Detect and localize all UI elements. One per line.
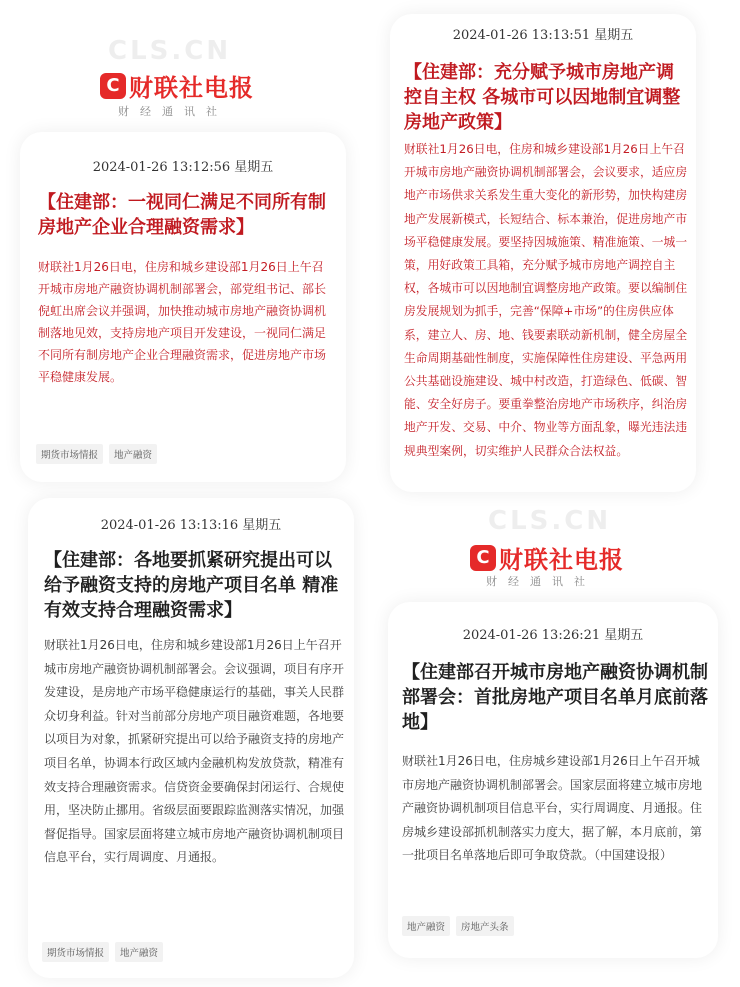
news-date: 2024-01-26 13:13:16 星期五 — [100, 518, 282, 533]
news-title: 【住建部：一视同仁满足不同所有制房地产企业合理融资需求】 — [38, 192, 326, 238]
news-card-3 — [28, 498, 354, 978]
news-body: 财联社1月26日电，住房和城乡建设部1月26日上午召开城市房地产融资协调机制部署会，部党组书记、部长倪虹出席会议并强调，加快推动城市房地产融资协调机制落地见效，支持房地产项目开发建设，一视同仁满足不同所有制房地产企业合理融资需求，促进房地产市场平稳健康发展。 — [38, 260, 327, 384]
news-date: 2024-01-26 13:12:56 星期五 — [92, 160, 274, 175]
brand-logo — [470, 540, 624, 575]
news-card-1 — [20, 132, 346, 482]
logo-mark-icon: C — [100, 73, 126, 99]
tag[interactable]: 期货市场情报 — [36, 444, 103, 464]
brand-tagline: 财经通讯社 — [118, 105, 228, 118]
brand-name: 财联社电报 — [499, 546, 624, 574]
tag-list — [42, 942, 163, 962]
tag[interactable]: 地产融资 — [109, 444, 157, 464]
news-body: 财联社1月26日电，住房和城乡建设部1月26日上午召开城市房地产融资协调机制部署会。会议强调，项目有序开发建设，是房地产市场平稳健康运行的基础，事关人民群众切身利益。针对当前部分房地产项目融资难题，各地要以项目为对象，抓紧研究提出可以给予融资支持的房地产项目名单，协调本行政区域内金融机构发放贷款，精准有效支持合理融资需求。信贷资金要确保封闭运行、合规使用，坚决防止挪用。省级层面要跟踪监测落实情况，加强督促指导。国家层面将建立城市房地产融资协调机制项目信息平台，实行周调度、月通报。 — [44, 638, 345, 865]
tag[interactable]: 期货市场情报 — [42, 942, 109, 962]
tag[interactable]: 地产融资 — [115, 942, 163, 962]
watermark: CLS.CN — [488, 506, 612, 536]
news-title: 【住建部：充分赋予城市房地产调控自主权 各城市可以因地制宜调整房地产政策】 — [404, 62, 681, 133]
watermark: CLS.CN — [108, 36, 232, 66]
brand-name: 财联社电报 — [129, 74, 254, 102]
logo-mark-icon: C — [470, 545, 496, 571]
tag-list — [36, 444, 157, 464]
news-title: 【住建部：各地要抓紧研究提出可以给予融资支持的房地产项目名单 精准有效支持合理融资需求】 — [44, 550, 339, 621]
tag-list — [402, 916, 514, 936]
news-body: 财联社1月26日电，住房和城乡建设部1月26日上午召开城市房地产融资协调机制部署会，会议要求，适应房地产市场供求关系发生重大变化的新形势，加快构建房地产发展新模式，长短结合、标本兼治，促进房地产市场平稳健康发展。要坚持因城施策、精准施策、一城一策，用好政策工具箱，充分赋予城市房地产调控自主权，各城市可以因地制宜调整房地产政策。要以编制住房发展规划为抓手，完善“保障+市场”的住房供应体系，建立人、房、地、钱要素联动新机制，健全房屋全生命周期基础性制度，实施保障性住房建设、平急两用公共基础设施建设、城中村改造，打造绿色、低碳、智能、安全好房子。要重拳整治房地产市场秩序，纠治房地产开发、交易、中介、物业等方面乱象，曝光违法违规典型案例，切实维护人民群众合法权益。 — [404, 142, 688, 458]
brand-logo — [100, 68, 254, 103]
news-date: 2024-01-26 13:26:21 星期五 — [462, 628, 644, 643]
tag[interactable]: 房地产头条 — [456, 916, 514, 936]
news-title: 【住建部召开城市房地产融资协调机制部署会：首批房地产项目名单月底前落地】 — [402, 662, 708, 733]
news-card-4 — [388, 602, 718, 958]
news-card-2 — [390, 14, 696, 492]
tag[interactable]: 地产融资 — [402, 916, 450, 936]
news-body: 财联社1月26日电，住房城乡建设部1月26日上午召开城市房地产融资协调机制部署会。国家层面将建立城市房地产融资协调机制项目信息平台，实行周调度、月通报。住房城乡建设部抓机制落实力度大，据了解，本月底前，第一批项目名单落地后即可争取贷款。（中国建设报） — [402, 754, 703, 862]
brand-tagline: 财经通讯社 — [486, 575, 596, 588]
news-date: 2024-01-26 13:13:51 星期五 — [452, 28, 634, 43]
